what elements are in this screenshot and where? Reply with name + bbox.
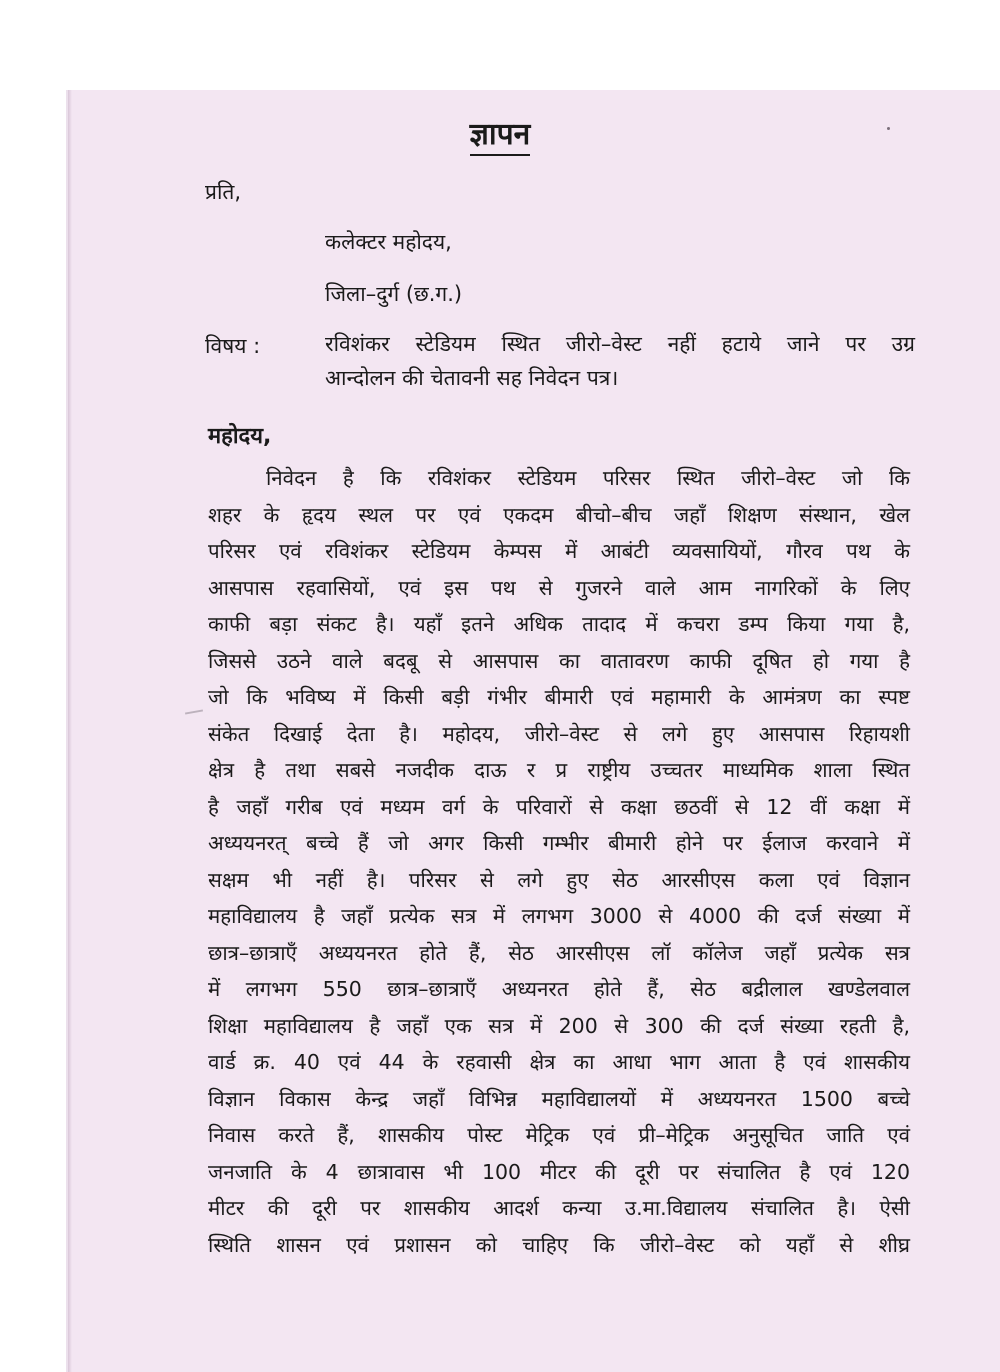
body-line: शिक्षा महाविद्यालय है जहाँ एक सत्र में 200 से 300 की दर्ज संख्या रहती है, — [208, 1013, 910, 1038]
subject-line: आन्दोलन की चेतावनी सह निवेदन पत्र। — [325, 366, 619, 390]
body-line: क्षेत्र है तथा सबसे नजदीक दाऊ र प्र राष्ट्रीय उच्चतर माध्यमिक शाला स्थित — [208, 758, 910, 782]
body-line: वार्ड क्र. 40 एवं 44 के रहवासी क्षेत्र का आधा भाग आता है एवं शासकीय — [208, 1050, 910, 1074]
body-line: जनजाति के 4 छात्रावास भी 100 मीटर की दूरी पर संचालित है एवं 120 — [208, 1159, 910, 1184]
address-line-2: जिला–दुर्ग (छ.ग.) — [325, 282, 463, 306]
body-line: निवास करते हैं, शासकीय पोस्ट मेट्रिक एवं प्री–मेट्रिक अनुसूचित जाति एवं — [208, 1123, 910, 1147]
address-line-1: कलेक्टर महोदय, — [325, 230, 452, 254]
body-text — [208, 460, 910, 1263]
body-line: छात्र–छात्राएँ अध्ययनरत होते हैं, सेठ आरसीएस लॉ कॉलेज जहाँ प्रत्येक सत्र — [208, 940, 910, 965]
body-line: काफी बड़ा संकट है। यहाँ इतने अधिक तादाद में कचरा डम्प किया गया है, — [208, 612, 910, 636]
body-line: आसपास रहवासियों, एवं इस पथ से गुजरने वाले आम नागरिकों के लिए — [208, 575, 910, 600]
body-line: महाविद्यालय है जहाँ प्रत्येक सत्र में लगभग 3000 से 4000 की दर्ज संख्या में — [208, 904, 910, 928]
to-label: प्रति, — [205, 180, 242, 204]
document-title: ज्ञापन — [470, 117, 531, 156]
subject-label: विषय : — [205, 334, 261, 358]
body-line: मीटर की दूरी पर शासकीय आदर्श कन्या उ.मा.विद्यालय संचालित है। ऐसी — [208, 1196, 910, 1220]
body-line: संकेत दिखाई देता है। महोदय, जीरो–वेस्ट से लगे हुए आसपास रिहायशी — [208, 721, 910, 746]
body-line: परिसर एवं रविशंकर स्टेडियम केम्पस में आबंटी व्यवसायियों, गौरव पथ के — [208, 539, 910, 563]
body-line: में लगभग 550 छात्र–छात्राएँ अध्यनरत होते हैं, सेठ बद्रीलाल खण्डेलवाल — [208, 977, 910, 1001]
body-line: विज्ञान विकास केन्द्र जहाँ विभिन्न महाविद्यालयों में अध्ययनरत 1500 बच्चे — [208, 1086, 910, 1111]
body-line: शहर के हृदय स्थल पर एवं एकदम बीचो–बीच जहाँ शिक्षण संस्थान, खेल — [208, 502, 910, 527]
document-title-wrap — [0, 112, 1000, 153]
subject-text — [325, 327, 915, 395]
subject-line: रविशंकर स्टेडियम स्थित जीरो–वेस्ट नहीं हटाये जाने पर उग्र — [325, 332, 915, 356]
body-line: सक्षम भी नहीं है। परिसर से लगे हुए सेठ आरसीएस कला एवं विज्ञान — [208, 867, 910, 892]
body-line: जो कि भविष्य में किसी बड़ी गंभीर बीमारी एवं महामारी के आमंत्रण का स्पष्ट — [208, 685, 910, 709]
body-line: जिससे उठने वाले बदबू से आसपास का वातावरण काफी दूषित हो गया है — [208, 648, 910, 673]
body-line: अध्ययनरत् बच्चे हैं जो अगर किसी गम्भीर बीमारी होने पर ईलाज करवाने में — [208, 831, 910, 855]
body-line: है जहाँ गरीब एवं मध्यम वर्ग के परिवारों से कक्षा छठवीं से 12 वीं कक्षा में — [208, 794, 910, 819]
salutation: महोदय, — [208, 424, 272, 449]
sheet-edge — [68, 90, 72, 1372]
body-line: निवेदन है कि रविशंकर स्टेडियम परिसर स्थित जीरो–वेस्ट जो कि — [266, 466, 910, 490]
body-line: स्थिति शासन एवं प्रशासन को चाहिए कि जीरो–वेस्ट को यहाँ से शीघ्र — [208, 1232, 910, 1257]
